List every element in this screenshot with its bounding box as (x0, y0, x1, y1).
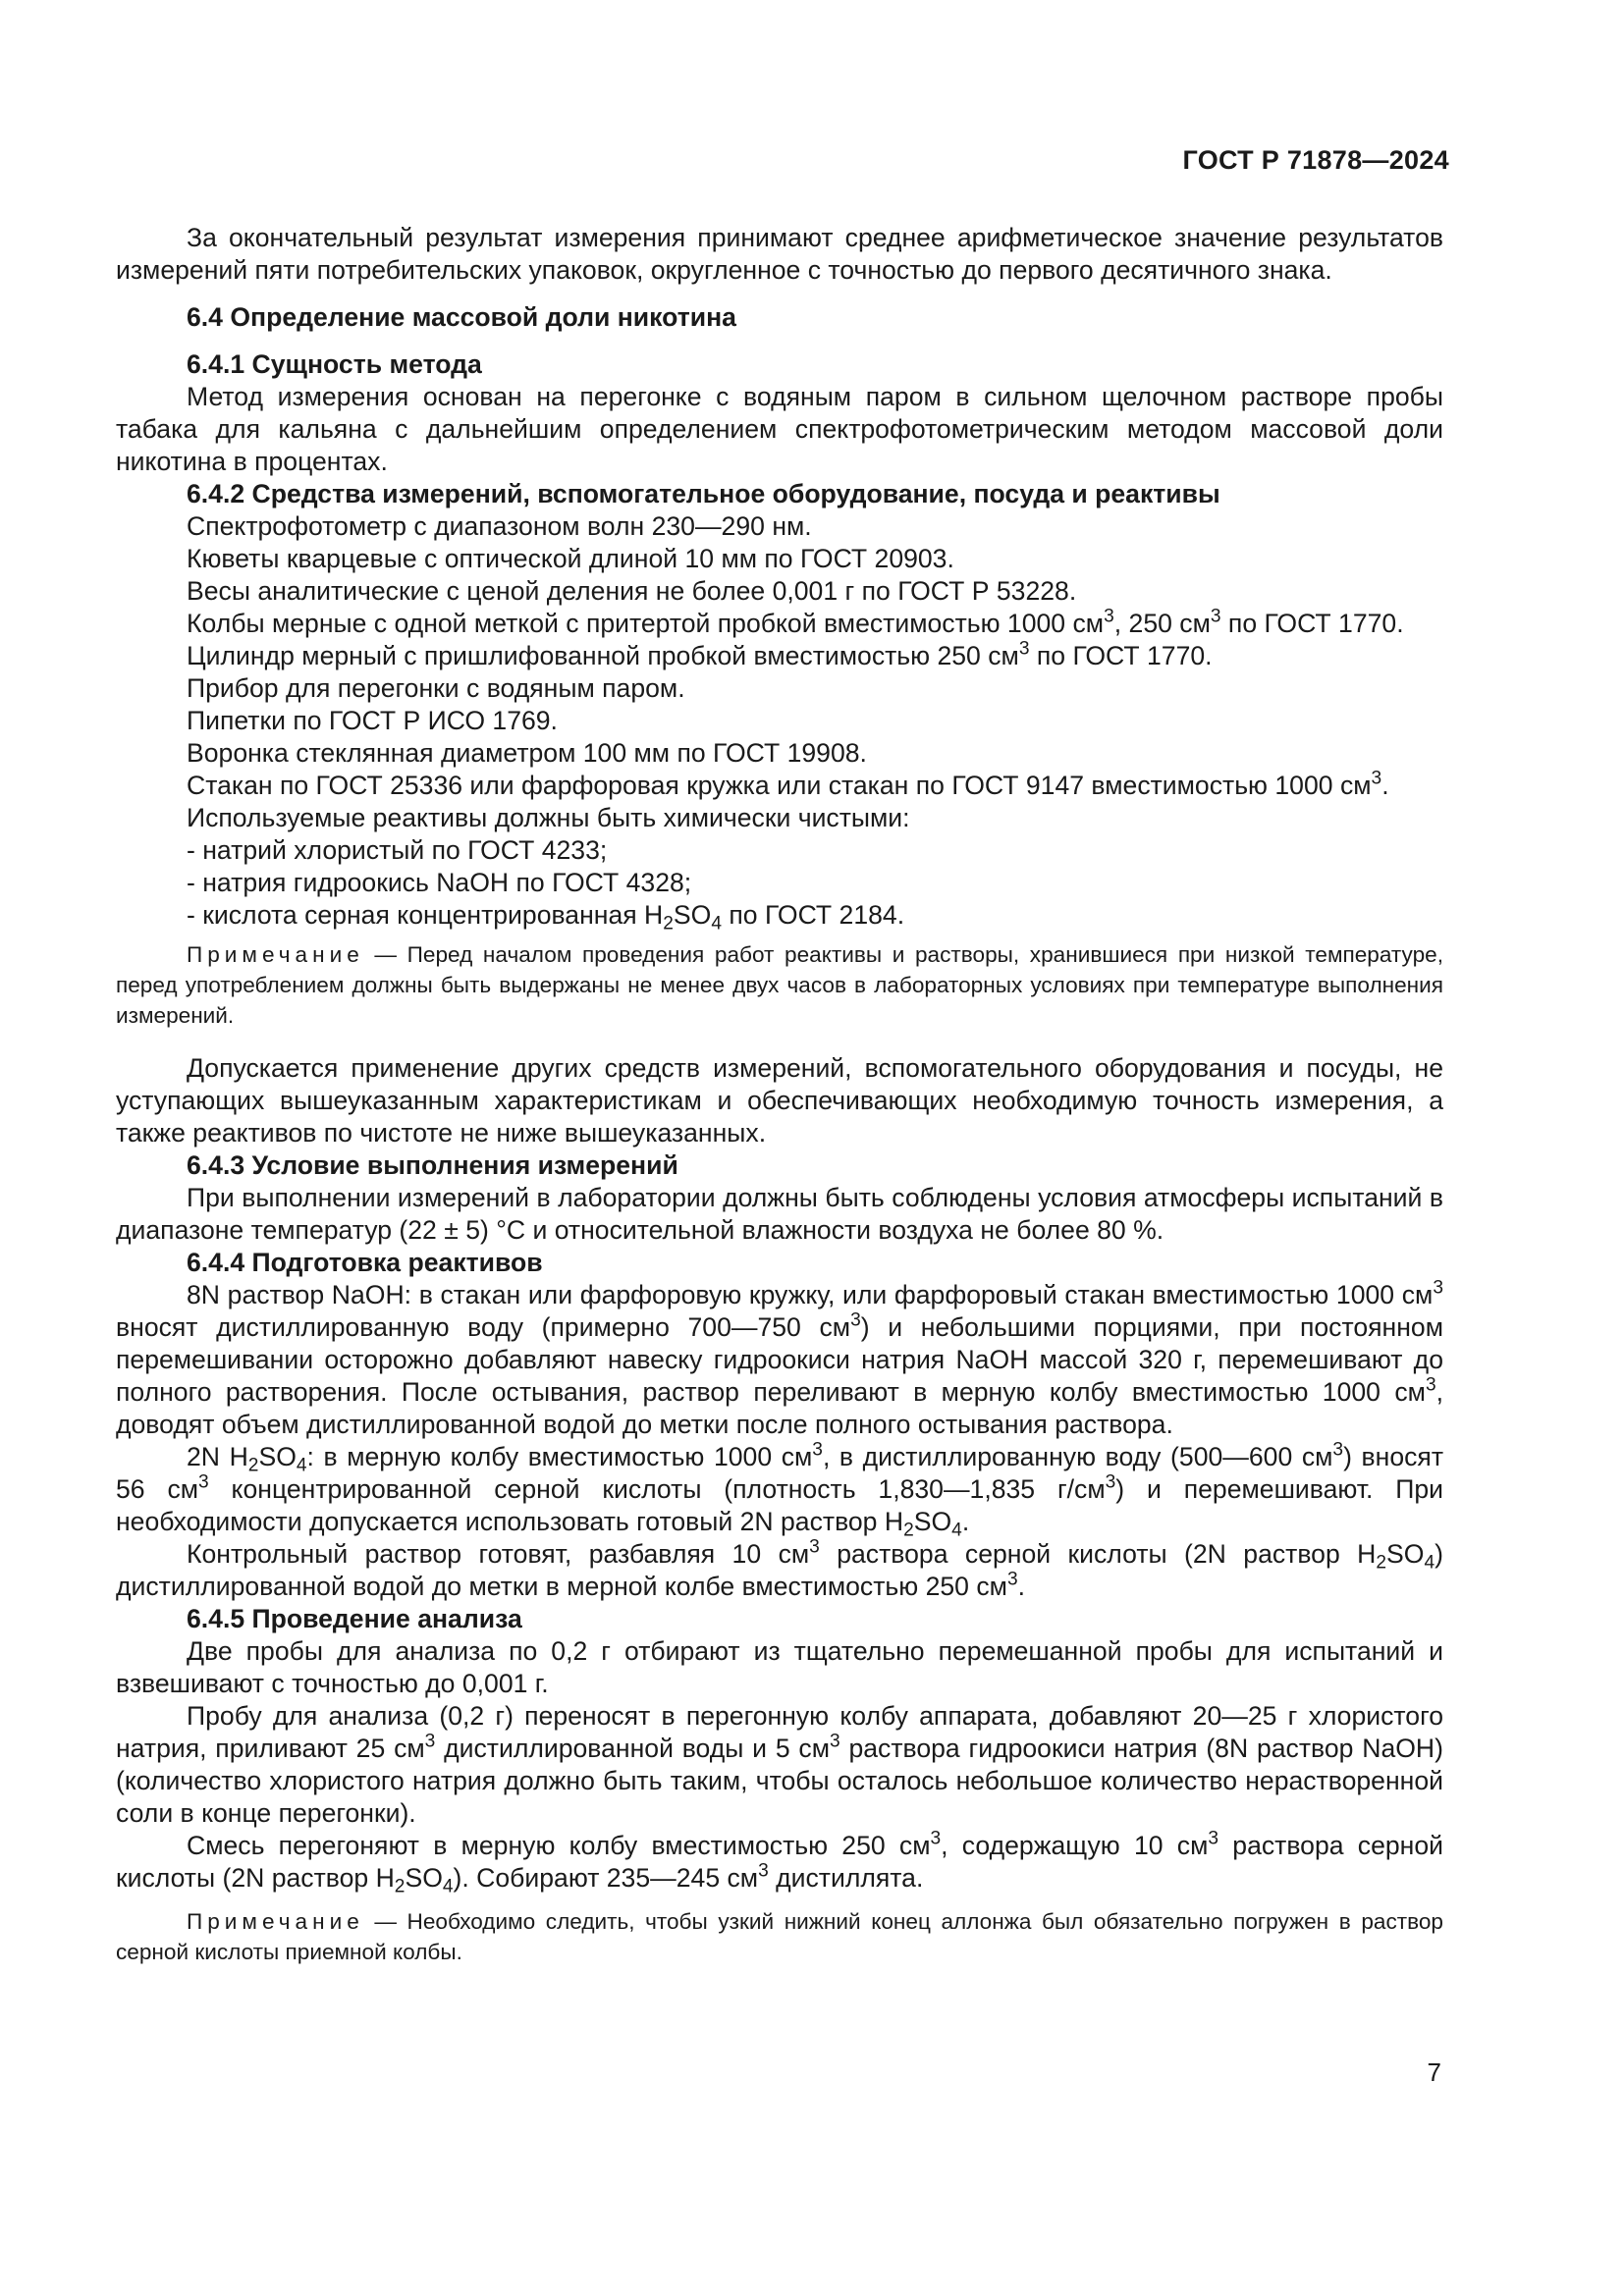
equipment-substitution-paragraph: Допускается применение других средств измерений, вспомогательного оборудования и посуды, не уступающих вышеуказанным характеристикам и обеспечивающих необходимую точность измерения, а также реактивов по чистоте не ниже вышеуказанных. (116, 1053, 1443, 1148)
equipment-line: Колбы мерные с одной меткой с притертой пробкой вместимостью 1000 $см^3$, 250 $см^3$ по ГОСТ 1770. (187, 606, 1404, 638)
naoh-solution-paragraph: 8N раствор NaOH: в стакан или фарфоровую кружку, или фарфоровый стакан вместимостью 1000 $см^3$ вносят дистиллированную воду (примерно 700—750 $см^3$) и небольшими порциями, при постоянном перемешивании осторожно добавляют навеску гидроокиси натрия NaOH массой 320 г, перемешивают до полного растворения. После остывания, раствор переливают в мерную колбу вместимостью 1000 $см^3$, доводят объем дистиллированной водой до метки после полного остывания раствора. (116, 1277, 1443, 1439)
h2so4-solution-paragraph: 2N $H_2SO_4$: в мерную колбу вместимостью 1000 $см^3$, в дистиллированную воду (500—600 $см^3$) вносят 56 $см^3$ концентрированной серной кислоты (плотность 1,830—1,835 $г/см^3$) и перемешивают. При необходимости допускается использовать готовый 2N раствор $H_2SO_4$. (116, 1439, 1443, 1541)
distillation-setup-paragraph: Пробу для анализа (0,2 г) переносят в перегонную колбу аппарата, добавляют 20—25 г хлористого натрия, приливают 25 $см^3$ дистиллированной воды и 5 $см^3$ раствора гидроокиси натрия (8N раствор NaOH) (количество хлористого натрия должно быть таким, чтобы осталось небольшое количество нерастворенной соли в конце перегонки). (116, 1701, 1443, 1828)
control-solution-paragraph: Контрольный раствор готовят, разбавляя 10 $см^3$ раствора серной кислоты (2N раствор $H_2SO_4$) дистиллированной водой до метки в мерной колбе вместимостью 250 $см^3$. (116, 1536, 1443, 1601)
section-6-4-1-text: Метод измерения основан на перегонке с водяным паром в сильном щелочном растворе пробы табака для кальяна с дальнейшим определением спектрофотометрическим методом массовой доли никотина в процентах. (116, 382, 1443, 476)
note-label: Примечание (187, 942, 364, 967)
equipment-line: Прибор для перегонки с водяным паром. (187, 673, 685, 703)
reagent-list-item: - кислота серная концентрированная $H_2SO_4$ по ГОСТ 2184. (187, 900, 905, 934)
equipment-line: Весы аналитические с ценой деления не более 0,001 г по ГОСТ Р 53228. (187, 576, 1077, 606)
section-6-4-1-heading: 6.4.1 Сущность метода (187, 349, 482, 379)
reagent-list-item: - натрий хлористый по ГОСТ 4233; (187, 835, 608, 865)
note-allonge: Примечание — Необходимо следить, чтобы узкий нижний конец аллонжа был обязательно погружен в раствор серной кислоты приемной колбы. (116, 1909, 1443, 1964)
note-reagents-storage: Примечание — Перед началом проведения работ реактивы и растворы, хранившиеся при низкой температуре, перед употреблением должны быть выдержаны не менее двух часов в лабораторных условиях при температуре выполнения измерений. (116, 942, 1443, 1028)
page-number: 7 (1427, 2057, 1441, 2087)
section-6-4-2-heading: 6.4.2 Средства измерений, вспомогательное оборудование, посуда и реактивы (187, 479, 1220, 508)
section-6-4-heading: 6.4 Определение массовой доли никотина (187, 302, 736, 332)
equipment-line: Цилиндр мерный с пришлифованной пробкой вместимостью 250 $см^3$ по ГОСТ 1770. (187, 638, 1213, 670)
section-6-4-3-text: При выполнении измерений в лаборатории должны быть соблюдены условия атмосферы испытаний в диапазоне температур (22 ± 5) °С и относительной влажности воздуха не более 80 %. (116, 1183, 1443, 1245)
equipment-line: Спектрофотометр с диапазоном волн 230—290 нм. (187, 511, 812, 541)
document-id-header: ГОСТ Р 71878—2024 (1182, 145, 1449, 175)
equipment-line: Стакан по ГОСТ 25336 или фарфоровая кружка или стакан по ГОСТ 9147 вместимостью 1000 $см^3$. (187, 768, 1389, 800)
note-label: Примечание (187, 1909, 364, 1934)
distillation-paragraph: Смесь перегоняют в мерную колбу вместимостью 250 $см^3$, содержащую 10 $см^3$ раствора серной кислоты (2N раствор $H_2SO_4$). Собирают 235—245 $см^3$ дистиллята. (116, 1828, 1443, 1897)
reagents-intro-line: Используемые реактивы должны быть химически чистыми: (187, 803, 910, 832)
section-6-4-4-heading: 6.4.4 Подготовка реактивов (187, 1248, 543, 1277)
equipment-line: Воронка стеклянная диаметром 100 мм по ГОСТ 19908. (187, 738, 867, 768)
page-content (116, 222, 1443, 1967)
reagent-list-item: - натрия гидроокись NaOH по ГОСТ 4328; (187, 868, 692, 897)
equipment-line: Кюветы кварцевые с оптической длиной 10 мм по ГОСТ 20903. (187, 544, 954, 573)
equipment-line: Пипетки по ГОСТ Р ИСО 1769. (187, 706, 558, 735)
section-6-4-5-heading: 6.4.5 Проведение анализа (187, 1604, 522, 1633)
section-6-4-3-heading: 6.4.3 Условие выполнения измерений (187, 1150, 678, 1180)
sampling-paragraph: Две пробы для анализа по 0,2 г отбирают из тщательно перемешанной пробы для испытаний и взвешивают с точностью до 0,001 г. (116, 1636, 1443, 1698)
intro-paragraph: За окончательный результат измерения принимают среднее арифметическое значение результатов измерений пяти потребительских упаковок, округленное с точностью до первого десятичного знака. (116, 223, 1443, 285)
